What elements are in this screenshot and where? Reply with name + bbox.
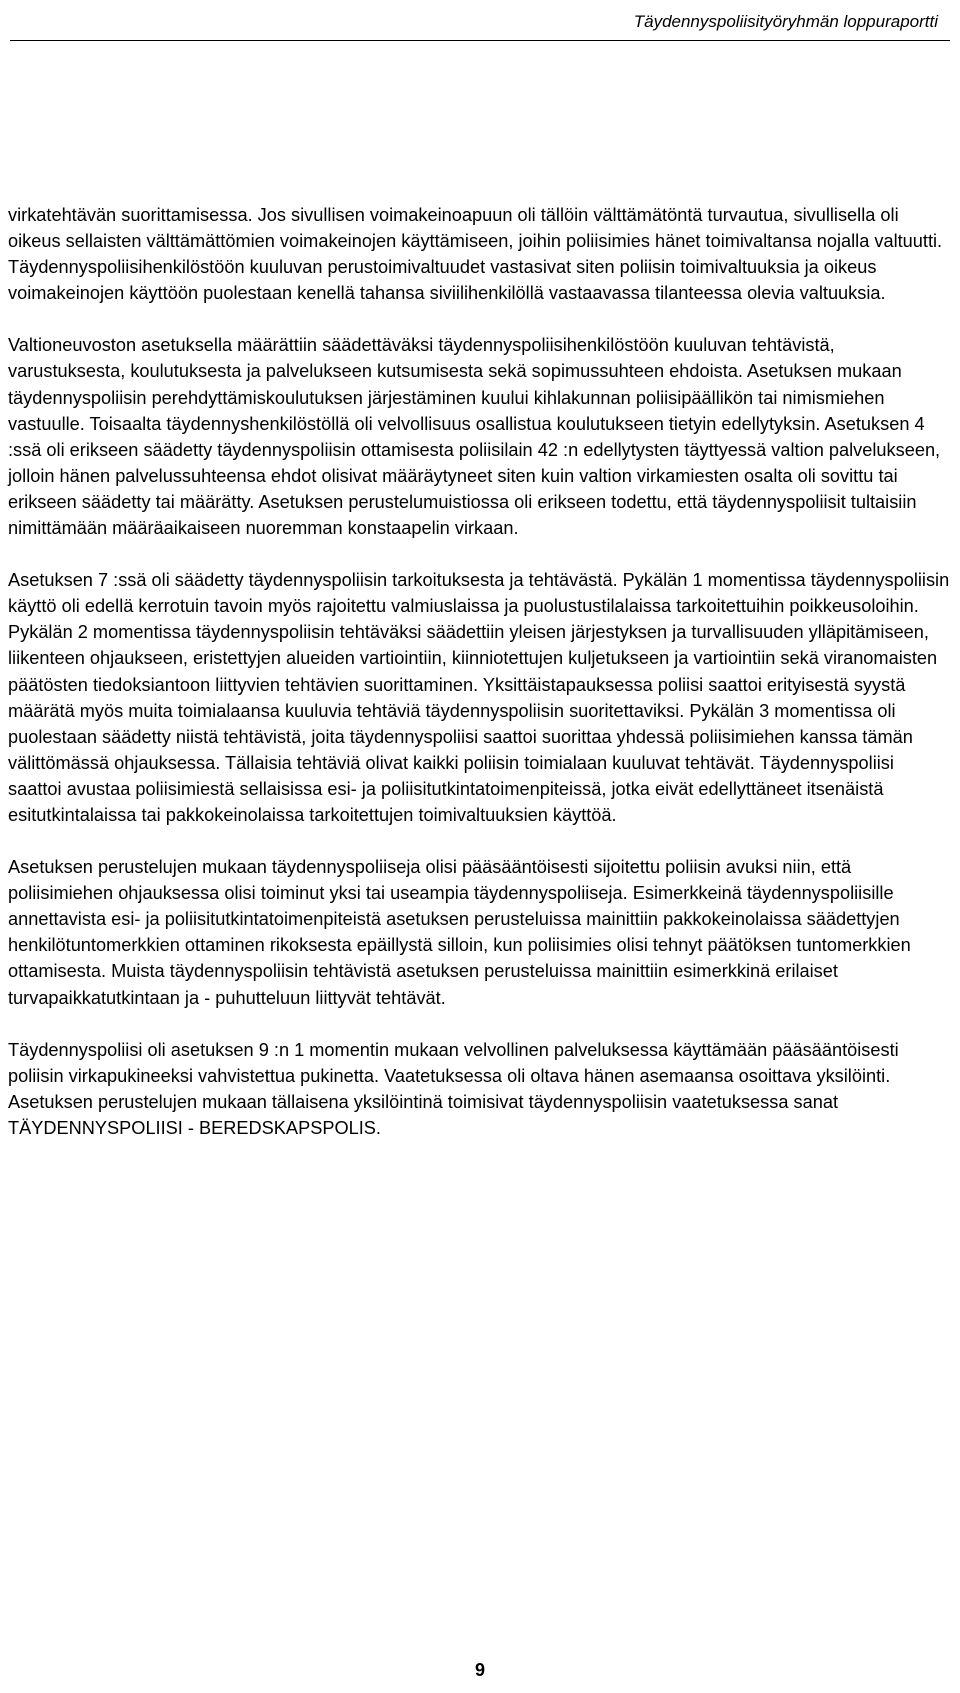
- running-header-title: Täydennyspoliisityöryhmän loppuraportti: [633, 12, 938, 31]
- document-body: [8, 202, 952, 1167]
- paragraph: virkatehtävän suorittamisessa. Jos sivullisen voimakeinoapuun oli tällöin välttämätöntä turvautua, sivullisella oli oikeus sellaisten välttämättömien voimakeinojen käyttämiseen, joihin poliisimies hänet toimivaltansa nojalla valtuutti. Täydennyspoliisihenkilöstöön kuuluvan perustoimivaltuudet vastasivat siten poliisin toimivaltuuksia ja oikeus voimakeinojen käyttöön puolestaan kenellä tahansa siviilihenkilöllä vastaavassa tilanteessa olevia valtuuksia.: [8, 205, 943, 304]
- paragraph: Täydennyspoliisi oli asetuksen 9 :n 1 momentin mukaan velvollinen palveluksessa käyttämään pääsääntöisesti poliisin virkapukineeksi vahvistettua pukinetta. Vaatetuksessa oli oltava hänen asemaansa osoittava yksilöinti. Asetuksen perustelujen mukaan tällaisena yksilöintinä toimisivat täydennyspoliisin vaatetuksessa sanat TÄYDENNYSPOLIISI - BEREDSKAPSPOLIS.: [8, 1039, 899, 1138]
- page-number: 9: [474, 1660, 485, 1680]
- paragraph: Asetuksen 7 :ssä oli säädetty täydennyspoliisin tarkoituksesta ja tehtävästä. Pykälän 1 momentissa täydennyspoliisin käyttö oli edellä kerrotuin tavoin myös rajoitettu valmiuslaissa ja puolustustilalaissa tarkoitettuihin poikkeusoloihin. Pykälän 2 momentissa täydennyspoliisin tehtäväksi säädettiin yleisen järjestyksen ja turvallisuuden ylläpitämiseen, liikenteen ohjaukseen, eristettyjen alueiden vartiointiin, kiinniotettujen kuljetukseen ja vartiointiin sekä viranomaisten päätösten tiedoksiantoon liittyvien tehtävien suorittaminen. Yksittäistapauksessa poliisi saattoi erityisestä syystä määrätä myös muita toimialaansa kuuluvia tehtäviä täydennyspoliisin suoritettaviksi. Pykälän 3 momentissa oli puolestaan säädetty niistä tehtävistä, joita täydennyspoliisi saattoi suorittaa yhdessä poliisimiehen kanssa tämän välittömässä ohjauksessa. Tällaisia tehtäviä olivat kaikki poliisin toimialaan kuuluvat tehtävät. Täydennyspoliisi saattoi avustaa poliisimiestä sellaisissa esi- ja poliisitutkintatoimenpiteissä, jotka eivät edellyttäneet itsenäistä esitutkintalaissa tai pakkokeinolaissa tarkoitettujen toimivaltuuksien käyttöä.: [8, 570, 950, 825]
- paragraph: Asetuksen perustelujen mukaan täydennyspoliiseja olisi pääsääntöisesti sijoitettu poliisin avuksi niin, että poliisimiehen ohjauksessa olisi toiminut yksi tai useampia täydennyspoliiseja. Esimerkkeinä täydennyspoliisille annettavista esi- ja poliisitutkintatoimenpiteistä asetuksen perusteluissa mainittiin pakkokeinolaissa säädettyjen henkilötuntomerkkien ottaminen rikoksesta epäillystä silloin, kun poliisimies olisi tehnyt päätöksen tuntomerkkien ottamisesta. Muista täydennyspoliisin tehtävistä asetuksen perusteluissa mainittiin esimerkkinä erilaiset turvapaikkatutkintaan ja - puhutteluun liittyvät tehtävät.: [8, 857, 911, 1008]
- paragraph: Valtioneuvoston asetuksella määrättiin säädettäväksi täydennyspoliisihenkilöstöön kuuluvan tehtävistä, varustuksesta, koulutuksesta ja palvelukseen kutsumisesta sekä sopimussuhteen ehdoista. Asetuksen mukaan täydennyspoliisin perehdyttämiskoulutuksen järjestäminen kuului kihlakunnan poliisipäällikön tai nimismiehen vastuulle. Toisaalta täydennyshenkilöstöllä oli velvollisuus osallistua koulutukseen tietyin edellytyksin. Asetuksen 4 :ssä oli erikseen säädetty täydennyspoliisin ottamisesta poliisilain 42 :n edellytysten täyttyessä valtion palvelukseen, jolloin hänen palvelussuhteensa ehdot olisivat määräytyneet siten kuin valtion virkamiesten osalta oli sovittu tai erikseen säädetty tai määrätty. Asetuksen perustelumuistiossa oli erikseen todettu, että täydennyspoliisit tultaisiin nimittämään määräaikaiseen nuoremman konstaapelin virkaan.: [8, 335, 941, 539]
- header-divider: [10, 40, 950, 41]
